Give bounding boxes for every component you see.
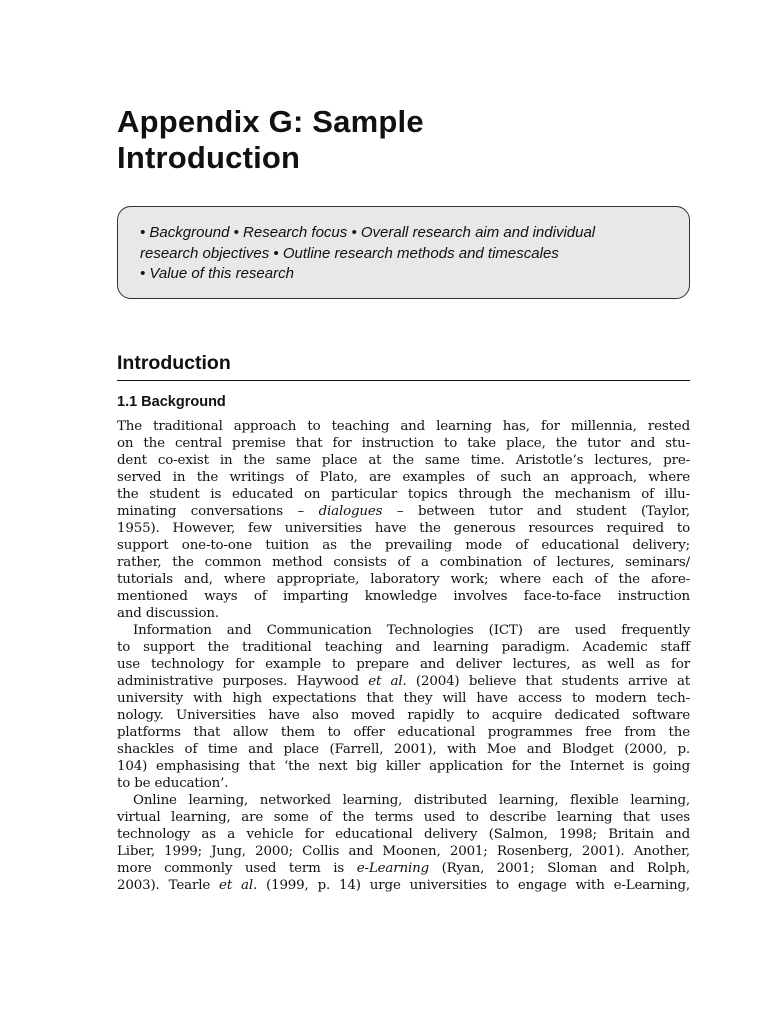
paragraph-line: to be education’. [117, 776, 229, 791]
paragraph-line: Information and Communication Technologies (ICT) are used frequently [133, 623, 690, 638]
paragraph-line: the student is educated on particular topics through the mechanism of illu- [117, 487, 690, 502]
document-page [117, 104, 690, 894]
paragraph-line: university with high expectations that they will have access to modern tech- [117, 691, 690, 706]
paragraph-line: use technology for example to prepare and deliver lectures, as well as for [117, 657, 690, 672]
paragraph [117, 418, 690, 622]
paragraph-line: support one-to-one tuition as the prevailing mode of educational delivery; [117, 538, 690, 553]
paragraph [117, 792, 690, 894]
section-heading: Introduction [117, 351, 690, 381]
italic-term: dialogues [318, 504, 383, 519]
summary-line-2: research objectives • Outline research methods and timescales [140, 244, 559, 262]
paragraph-line [117, 673, 690, 690]
paragraph-line: technology as a vehicle for educational delivery (Salmon, 1998; Britain and [117, 827, 690, 842]
summary-line-1: • Background • Research focus • Overall research aim and individual [140, 224, 596, 241]
paragraph-line: 1955). However, few universities have the generous resources required to [117, 521, 690, 536]
paragraph-line: dent co-exist in the same place at the same time. Aristotle’s lectures, pre- [117, 453, 690, 468]
text-segment: – between tutor and student (Taylor, [382, 504, 690, 519]
paragraph-line: tutorials and, where appropriate, laboratory work; where each of the afore- [117, 572, 690, 587]
paragraph-line: to support the traditional teaching and learning paradigm. Academic staff [117, 640, 690, 655]
body-text [117, 418, 690, 894]
paragraph-line: mentioned ways of imparting knowledge involves face-to-face instruction [117, 589, 690, 604]
paragraph-line [117, 877, 690, 894]
paragraph-line: 104) emphasising that ‘the next big killer application for the Internet is going [117, 759, 690, 774]
paragraph-line [117, 503, 690, 520]
text-segment: (1999, p. 14) urge universities to engage with e-Learning, [257, 878, 690, 893]
italic-term: et al. [368, 674, 407, 689]
paragraph-line: served in the writings of Plato, are examples of such an approach, where [117, 470, 690, 485]
paragraph-line: Liber, 1999; Jung, 2000; Collis and Moonen, 2001; Rosenberg, 2001). Another, [117, 844, 690, 859]
paragraph-line [117, 860, 690, 877]
paragraph-line: platforms that allow them to offer educational programmes free from the [117, 725, 690, 740]
paragraph-line: shackles of time and place (Farrell, 2001), with Moe and Blodget (2000, p. [117, 742, 690, 757]
text-segment: more commonly used term is [117, 861, 357, 876]
text-segment: 2003). Tearle [117, 878, 220, 893]
paragraph-line: virtual learning, are some of the terms used to describe learning that uses [117, 810, 690, 825]
subsection-heading: 1.1 Background [117, 394, 226, 410]
text-segment: (2004) believe that students arrive at [406, 674, 691, 689]
text-segment: (Ryan, 2001; Sloman and Rolph, [429, 861, 691, 876]
paragraph-line: on the central premise that for instruction to take place, the tutor and stu- [117, 436, 690, 451]
paragraph-line: nology. Universities have also moved rapidly to acquire dedicated software [117, 708, 690, 723]
paragraph [117, 622, 690, 792]
chapter-title-line1: Appendix G: Sample [117, 104, 424, 139]
italic-term: e-Learning [356, 861, 430, 876]
paragraph-line: The traditional approach to teaching and learning has, for millennia, rested [117, 419, 690, 434]
italic-term: et al. [219, 878, 258, 893]
chapter-title-line2: Introduction [117, 140, 301, 175]
text-segment: minating conversations – [117, 504, 319, 519]
chapter-title [117, 104, 690, 176]
paragraph-line: Online learning, networked learning, distributed learning, flexible learning, [133, 793, 690, 808]
text-segment: administrative purposes. Haywood [117, 674, 369, 689]
paragraph-line: rather, the common method consists of a combination of lectures, seminars/ [117, 555, 690, 570]
chapter-summary-box [117, 206, 690, 299]
summary-line-3: • Value of this research [140, 265, 294, 282]
paragraph-line: and discussion. [117, 606, 220, 621]
